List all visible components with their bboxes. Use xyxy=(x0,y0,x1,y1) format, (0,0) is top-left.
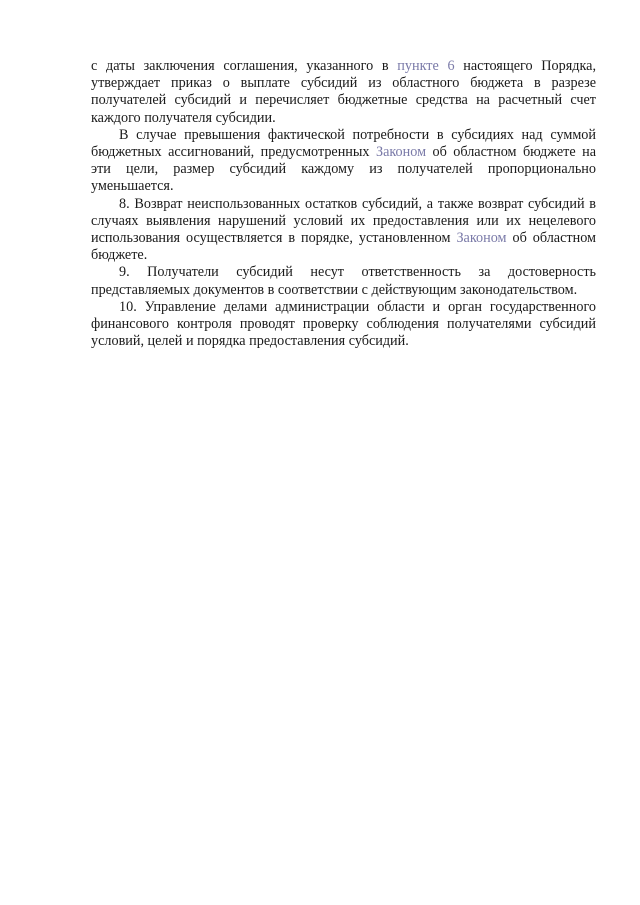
paragraph-text: с даты заключения соглашения, указанного в xyxy=(91,58,398,74)
paragraph-item-10: 10. Управление делами администрации области и орган государственного финансового контроля проводят проверку соблюдения получателями субсидий условий, целей и порядка предоставления субсидий. xyxy=(91,298,596,350)
document-body xyxy=(91,58,596,350)
paragraph-item-9: 9. Получатели субсидий несут ответственность за достоверность представляемых документов в соответствии с действующим законодательством. xyxy=(91,264,596,298)
paragraph-text: об областном бюджете. xyxy=(91,230,596,264)
link-budget-law[interactable]: Законом xyxy=(456,230,507,247)
link-budget-law[interactable]: Законом xyxy=(375,144,427,161)
paragraph-text: настоящего Порядка, утверждает приказ о выплате субсидий из областного бюджета в разрезе получателей субсидий и перечисляет бюджетные средства на расчетный счет каждого получателя субсидии. xyxy=(91,58,597,126)
paragraph-text: В случае превышения фактической потребности в субсидиях над суммой бюджетных ассигнований, предусмотренных xyxy=(91,126,596,161)
paragraph-reduction xyxy=(91,127,596,196)
link-point-6[interactable]: пункте 6 xyxy=(397,58,455,74)
paragraph-text: об областном бюджете на эти цели, размер субсидий каждому из получателей пропорционально уменьшается. xyxy=(91,144,597,195)
paragraph-item-8 xyxy=(91,196,596,265)
paragraph-text: 8. Возврат неиспользованных остатков субсидий, а также возврат субсидий в случаях выявления нарушений условий их предоставления или их нецелевого использования осуществляется в порядке, установленном xyxy=(91,195,596,247)
paragraph-payment-order xyxy=(91,58,596,127)
